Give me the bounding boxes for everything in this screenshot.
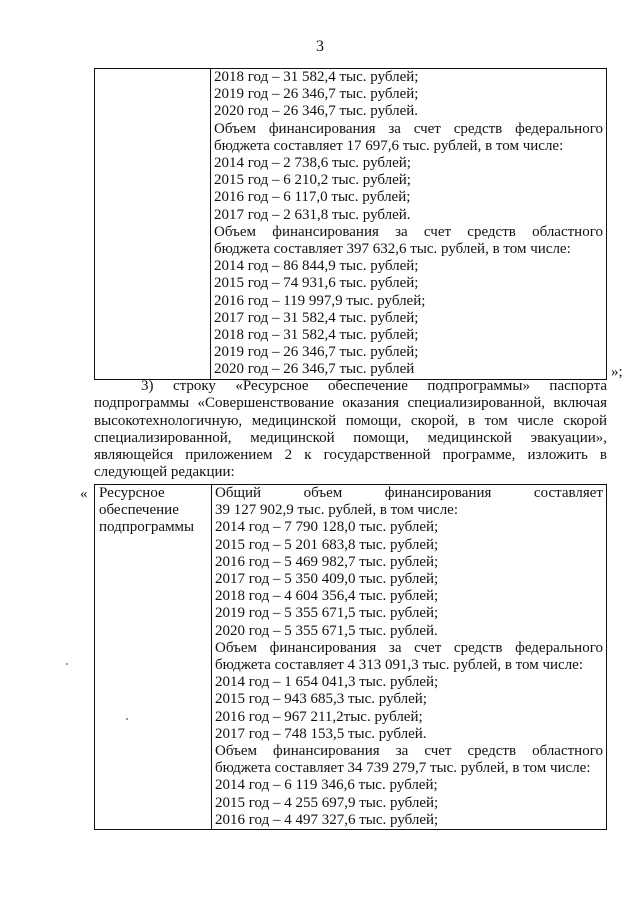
funding-line: 2016 год – 5 469 982,7 тыс. рублей; [215, 553, 439, 570]
closing-quote: »; [611, 364, 623, 380]
funding-line: 2014 год – 7 790 128,0 тыс. рублей; [215, 519, 439, 536]
funding-line: 2016 год – 6 117,0 тыс. рублей; [214, 189, 411, 206]
funding-line: 2020 год – 26 346,7 тыс. рублей. [214, 103, 419, 120]
funding-line: Объем финансирования за счет средств федерального [215, 639, 603, 656]
paragraph-line: подпрограммы «Совершенствование оказания специализированной, включая [94, 395, 607, 412]
paragraph-line: высокотехнологичную, медицинской помощи, скорой, в том числе скорой [94, 412, 607, 429]
funding-line: 2016 год – 4 497 327,6 тыс. рублей; [215, 811, 439, 828]
scan-speck [66, 663, 68, 665]
funding-line: 2018 год – 4 604 356,4 тыс. рублей; [215, 588, 439, 605]
funding-line: 2020 год – 5 355 671,5 тыс. рублей. [215, 622, 438, 639]
funding-line: 2014 год – 86 844,9 тыс. рублей; [214, 258, 419, 275]
funding-line: 2017 год – 5 350 409,0 тыс. рублей; [215, 571, 439, 588]
paragraph-line: являющейся приложением 2 к государственной программе, изложить в [94, 447, 607, 464]
funding-line: 2019 год – 26 346,7 тыс. рублей; [214, 344, 419, 361]
page-number: 3 [316, 38, 324, 55]
row-heading-line: Ресурсное [99, 485, 165, 501]
funding-line: 2017 год – 2 631,8 тыс. рублей. [214, 206, 411, 223]
funding-table-continued [94, 68, 607, 380]
funding-line: 2015 год – 943 685,3 тыс. рублей; [215, 691, 427, 708]
table-row [95, 485, 607, 830]
funding-line: 2018 год – 31 582,4 тыс. рублей; [214, 327, 419, 344]
funding-line: 2015 год – 5 201 683,8 тыс. рублей; [215, 536, 439, 553]
funding-line: Общий объем финансирования составляет [215, 485, 603, 501]
table-left-cell-empty [95, 69, 211, 380]
funding-line: 2016 год – 967 211,2тыс. рублей; [215, 708, 423, 725]
funding-line: бюджета составляет 34 739 279,7 тыс. рублей, в том числе: [215, 760, 591, 777]
funding-line: бюджета составляет 17 697,6 тыс. рублей, в том числе: [214, 137, 564, 154]
funding-line: 2017 год – 748 153,5 тыс. рублей. [215, 725, 427, 742]
funding-line: 2014 год – 2 738,6 тыс. рублей; [214, 155, 411, 172]
paragraph-line: специализированной, медицинской помощи, медицинской эвакуации», [94, 429, 607, 446]
scan-speck [126, 718, 128, 720]
funding-line: 2018 год – 31 582,4 тыс. рублей; [214, 69, 419, 85]
row-heading-line: обеспечение [99, 502, 179, 519]
funding-line: 2020 год – 26 346,7 тыс. рублей [214, 361, 415, 378]
table-right-cell [211, 69, 607, 380]
funding-line: Объем финансирования за счет средств областного [214, 223, 603, 240]
funding-line: Объем финансирования за счет средств областного [215, 743, 603, 760]
row-heading-line: подпрограммы [99, 519, 195, 536]
funding-line: 2014 год – 6 119 346,6 тыс. рублей; [215, 777, 438, 794]
funding-line: 2019 год – 26 346,7 тыс. рублей; [214, 86, 419, 103]
funding-line: бюджета составляет 4 313 091,3 тыс. рублей, в том числе: [215, 657, 584, 674]
row-heading-cell [95, 485, 212, 830]
table-right-cell [212, 485, 607, 830]
funding-line: 2015 год – 6 210,2 тыс. рублей; [214, 172, 411, 189]
funding-line: бюджета составляет 397 632,6 тыс. рублей, в том числе: [214, 241, 571, 258]
funding-line: 39 127 902,9 тыс. рублей, в том числе: [215, 502, 459, 519]
table-row [95, 69, 607, 380]
funding-line: 2015 год – 74 931,6 тыс. рублей; [214, 275, 419, 292]
paragraph-line: 3) строку «Ресурсное обеспечение подпрограммы» паспорта [141, 378, 607, 394]
amendment-paragraph [94, 378, 607, 482]
funding-line: 2015 год – 4 255 697,9 тыс. рублей; [215, 794, 439, 811]
funding-line: 2014 год – 1 654 041,3 тыс. рублей; [215, 674, 439, 691]
opening-quote: « [80, 486, 88, 502]
funding-line: Объем финансирования за счет средств федерального [214, 120, 603, 137]
resource-provision-table [94, 484, 607, 830]
paragraph-line: следующей редакции: [94, 464, 235, 481]
funding-line: 2017 год – 31 582,4 тыс. рублей; [214, 309, 419, 326]
funding-line: 2016 год – 119 997,9 тыс. рублей; [214, 292, 426, 309]
funding-line: 2019 год – 5 355 671,5 тыс. рублей; [215, 605, 439, 622]
